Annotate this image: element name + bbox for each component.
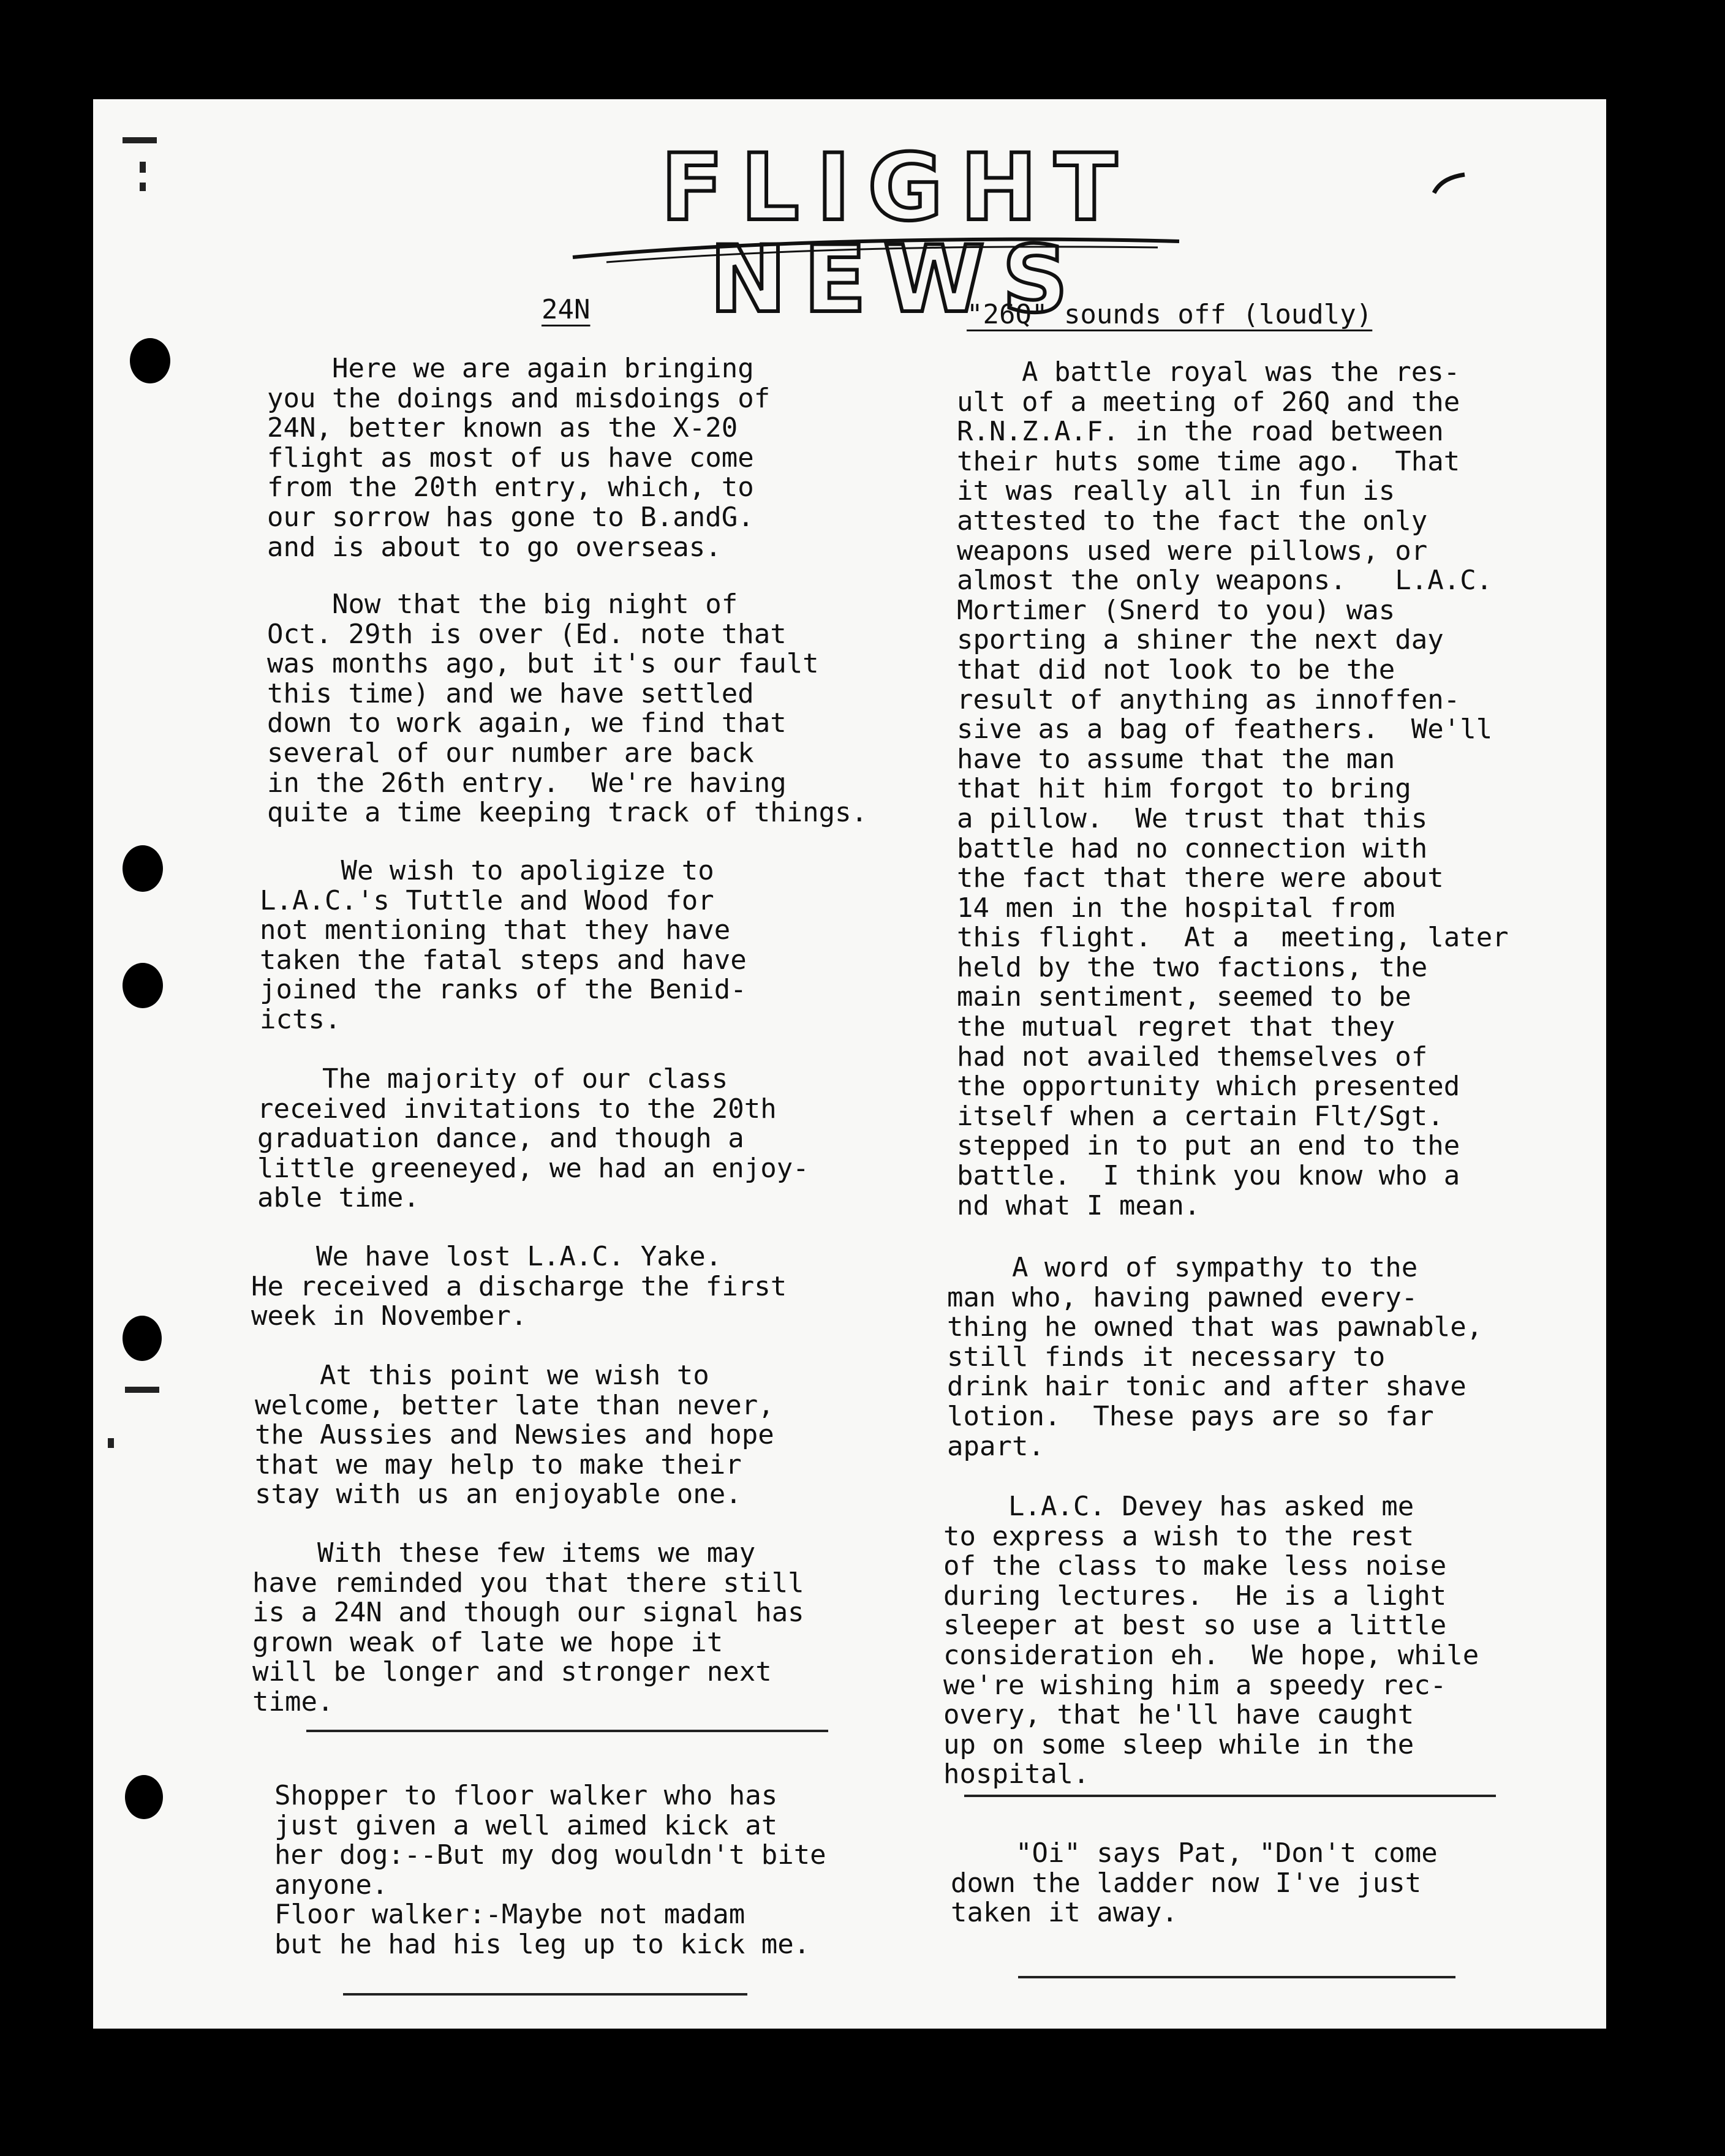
joke-pat: "Oi" says Pat, "Don't come down the ladder now I've just taken it away.	[951, 1838, 1438, 1929]
article-paragraph: A word of sympathy to the man who, having pawned every- thing he owned that was pawnable, still finds it necessary to drink hair tonic and after shave lotion. These pays are so far apart.	[947, 1252, 1483, 1462]
punch-hole	[123, 963, 163, 1008]
corner-mark	[1431, 172, 1468, 196]
article-paragraph: We have lost L.A.C. Yake. He received a discharge the first week in November.	[251, 1241, 787, 1332]
joke-shopper: Shopper to floor walker who has just given a well aimed kick at her dog:--But my dog wouldn't bite anyone. Floor walker:-Maybe not madam but he had his leg up to kick me.	[274, 1780, 826, 1960]
punch-hole	[125, 1775, 163, 1819]
margin-mark	[140, 162, 146, 173]
article-paragraph: The majority of our class received invitations to the 20th graduation dance, and though a little greeneyed, we had an enjoy- able time.	[257, 1063, 809, 1214]
article-paragraph: L.A.C. Devey has asked me to express a wish to the rest of the class to make less noise during lectures. He is a light sleeper at best so use a little consideration eh. We hope, while we're wishing him a speedy rec- overy, that he'll have caught up on some sleep while in the hospital.	[943, 1491, 1479, 1790]
column-heading-24n: 24N	[542, 294, 591, 325]
column-end-rule	[343, 1993, 747, 1996]
column-divider-rule	[964, 1795, 1496, 1797]
column-end-rule	[1018, 1976, 1455, 1978]
article-paragraph: A battle royal was the res- ult of a meeting of 26Q and the R.N.Z.A.F. in the road between their huts some time ago. That it was really all in fun is attested to the fact the only weapons used were pillows, or almost the only weapons. L.A.C. Mortimer (Snerd to you) was sporting a shiner the next day that did not look to be the result of anything as innoffen- sive as a bag of feathers. We'll have to assume that the man that hit him forgot to bring a pillow. We trust that this battle had no connection with the fact that there were about 14 men in the hospital from this flight. At a meeting, later held by the two factions, the main sentiment, seemed to be the mutual regret that they had not availed themselves of the opportunity which presented itself when a certain Flt/Sgt. stepped in to put an end to the battle. I think you know who a nd what I mean.	[957, 356, 1509, 1221]
title-underline-swash	[570, 233, 1182, 263]
margin-mark	[108, 1438, 114, 1448]
margin-mark	[140, 183, 146, 191]
punch-hole	[130, 338, 170, 383]
margin-mark	[123, 137, 157, 143]
margin-mark	[125, 1387, 159, 1393]
column-divider-rule	[306, 1730, 828, 1732]
punch-hole	[123, 845, 163, 892]
newsletter-title: FLIGHT NEWS	[660, 135, 1134, 333]
article-paragraph: With these few items we may have reminded you that there still is a 24N and though our signal has grown weak of late we hope it will be longer and stronger next time.	[252, 1537, 804, 1717]
article-paragraph: We wish to apoligize to L.A.C.'s Tuttle and Wood for not mentioning that they have taken the fatal steps and have joined the ranks of the Benid- icts.	[260, 855, 747, 1035]
article-paragraph: At this point we wish to welcome, better late than never, the Aussies and Newsies and hope that we may help to make their stay with us an enjoyable one.	[255, 1360, 774, 1510]
punch-hole	[123, 1316, 162, 1361]
article-paragraph: Here we are again bringing you the doings and misdoings of 24N, better known as the X-20 flight as most of us have come from the 20th entry, which, to our sorrow has gone to B.andG. and is about to go overseas.	[267, 353, 771, 563]
column-heading-26q: "26Q" sounds off (loudly)	[967, 299, 1373, 330]
article-paragraph: Now that the big night of Oct. 29th is over (Ed. note that was months ago, but it's our fault this time) and we have settled down to work again, we find that several of our number are back in the 26th entry. We're having quite a time keeping track of things.	[267, 589, 868, 829]
